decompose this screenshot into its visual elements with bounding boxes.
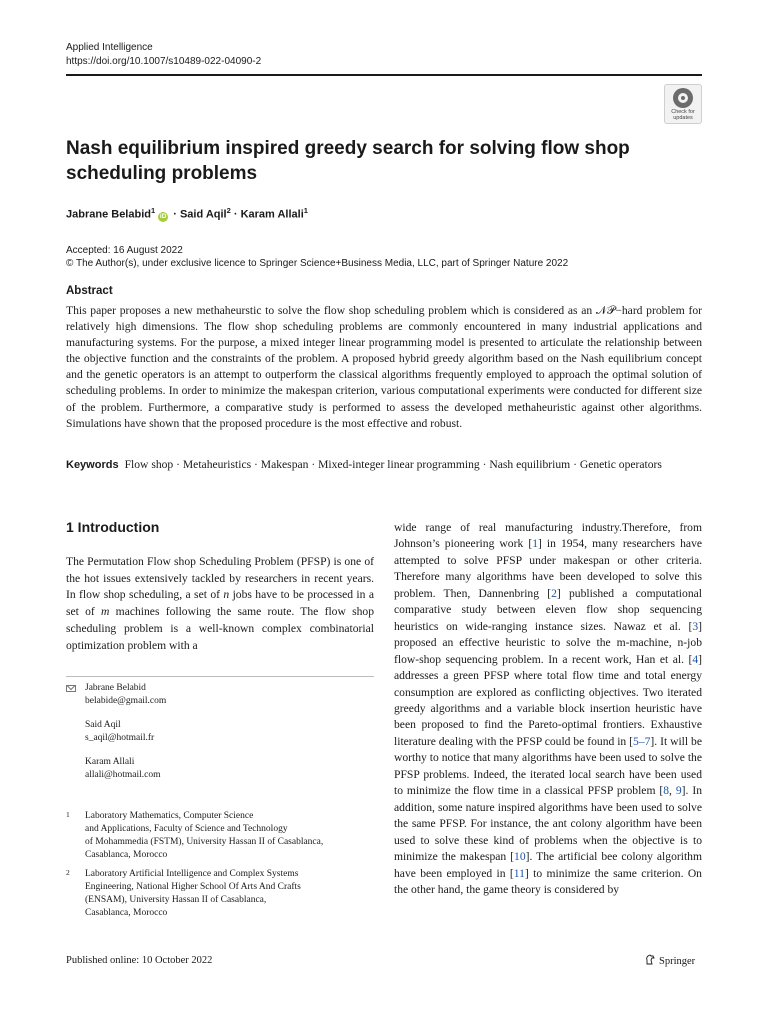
citation-link[interactable]: 10 (514, 850, 526, 864)
author-affiliation-mark: 2 (226, 206, 231, 215)
abstract-text: This paper proposes a new methaheurstic to solve the flow shop scheduling problem which is considered as an 𝒩𝒫−hard problem for relatively high dimensions. The flow shop scheduling problems are commonly encountered in many industrial applications and manufacturing systems. For the purpose, a mixed integer linear programming model is presented to articulate the relationship between the objective function and the constraints of the problem. A proposed hybrid greedy algorithm based on the Nash equilibrium concept and the genetic operators is an attempt to outperform the classical algorithms frequently employed to approach the optimal solution of scheduling problems. In order to minimize the makespan criterion, various computational experiments were conducted for different size of the problem. Furthermore, a comparative study is performed to assess the developed methaheuristic against other algorithms. Simulations have shown that the proposed procedure is the most effective and robust. (66, 304, 702, 430)
citation-link[interactable]: 1 (532, 537, 538, 551)
section-heading-introduction: 1 Introduction (66, 519, 160, 535)
author-separator: · (233, 208, 238, 221)
contact-email[interactable]: belabide@gmail.com (85, 696, 167, 706)
author-separator: · (173, 208, 177, 221)
header-rule (66, 74, 702, 76)
affiliation: 2 Laboratory Artificial Intelligence and Complex Systems Engineering, National Higher School Of Arts And Crafts (ENSAM), University Hassan II of Casablanca, Casablanca, Morocco (66, 868, 301, 918)
crossmark-icon (673, 88, 693, 108)
citation-link[interactable]: 11 (513, 866, 525, 880)
author-list (66, 204, 308, 222)
check-for-updates-badge[interactable] (664, 84, 702, 124)
keywords-text: Flow shop · Metaheuristics · Makespan · Mixed-integer linear programming · Nash equilibrium · Genetic operators (124, 458, 662, 471)
author-name: Jabrane Belabid (66, 208, 151, 221)
abstract-heading: Abstract (66, 285, 113, 297)
published-online-date: Published online: 10 October 2022 (66, 955, 213, 966)
journal-name: Applied Intelligence (66, 42, 153, 53)
math-var-m: m (101, 605, 110, 619)
math-var-n: n (223, 588, 230, 602)
contact-name: Jabrane Belabid (85, 683, 146, 693)
author-affiliation-mark: 1 (303, 206, 308, 215)
publisher-name: Springer (659, 956, 696, 967)
doi-link[interactable]: https://doi.org/10.1007/s10489-022-04090-2 (66, 56, 262, 67)
keywords (66, 457, 666, 473)
citation-link[interactable]: 3 (692, 619, 699, 633)
crossmark-label-line2: updates (673, 115, 693, 121)
affiliation-number: 1 (66, 810, 70, 819)
crossmark-label-line1: Check for (671, 109, 695, 115)
citation-link[interactable]: 9 (675, 784, 682, 798)
keywords-label: Keywords (66, 459, 119, 471)
orcid-icon[interactable]: iD (159, 212, 167, 220)
springer-horse-icon (645, 954, 655, 965)
citation-link[interactable]: 5–7 (633, 734, 651, 748)
envelope-icon (66, 685, 76, 692)
intro-left-column: The Permutation Flow shop Scheduling Problem (PFSP) is one of the hot issues extensively tackled by researchers in recent years. In flow shop scheduling, a set of n jobs have to be processed in a set of m machines following the same route. The flow shop scheduling problem is a well-known complex combinatorial optimization problem with a (66, 555, 374, 652)
affiliation: 1 Laboratory Mathematics, Computer Science and Applications, Faculty of Science and Technology of Mohammedia (FSTM), University Hassan II of Casablanca, Casablanca, Morocco (66, 810, 324, 860)
paper-title: Nash equilibrium inspired greedy search for solving flow shop scheduling problems (66, 138, 630, 184)
author-name: Karam Allali (240, 208, 304, 221)
author-affiliation-mark: 1 (150, 206, 156, 215)
citation-link[interactable]: 2 (551, 586, 557, 600)
citation-link[interactable]: 4 (692, 652, 699, 666)
accepted-date: Accepted: 16 August 2022 (66, 245, 183, 256)
author-name: Said Aqil (179, 208, 227, 221)
contact-name: Karam Allali (85, 757, 135, 767)
contact-email[interactable]: allali@hotmail.com (85, 770, 161, 780)
copyright-notice: © The Author(s), under exclusive licence to Springer Science+Business Media, LLC, part of Springer Nature 2022 (66, 258, 569, 269)
footnote-rule (66, 676, 374, 677)
publisher-logo (645, 954, 695, 967)
contact-email[interactable]: s_aqil@hotmail.fr (85, 733, 155, 743)
journal-header (66, 41, 261, 69)
contact-name: Said Aqil (85, 720, 121, 730)
intro-right-column: wide range of real manufacturing industry.Therefore, from Johnson’s pioneering work [1] in 1954, many researchers have attempted to solve PFSP under makespan or other criteria. Therefore many algorithms have been developed to solve this problem. Then, Dannenbring [2] published a computational comparative study between eleven flow shop sequencing heuristics on wide-ranging instance sizes. Nawaz et al. [3] proposed an effective heuristic to solve the m-machine, n-job flow-shop sequencing problem. In a recent work, Han et al. [4] addresses a green PFSP where total flow time and total energy consumption are explored as conflicting objectives. Two iterated greedy algorithms and a variable block insertion heuristic have been proposed to find the Pareto-optimal frontiers. Exhaustive literature dealing with the PFSP could be found in [5–7]. It will be worthy to notice that many algorithms have been used to solve the PFSP problems. Indeed, the iterated local search have been used to minimize the flow time in a classical PFSP problem [8, 9]. In addition, some nature inspired algorithms have been used to solve the same PFSP. For instance, the ant colony algorithm have been used to solve these kind of problems when the objective is to minimize the makespan [10]. The artificial bee colony algorithm have been employed in [11] to minimize the same criterion. On the other hand, the game theory is considered by (394, 521, 703, 896)
affiliation-number: 2 (66, 868, 70, 877)
correspondence-contacts (66, 682, 366, 782)
citation-link[interactable]: 8 (663, 784, 670, 798)
